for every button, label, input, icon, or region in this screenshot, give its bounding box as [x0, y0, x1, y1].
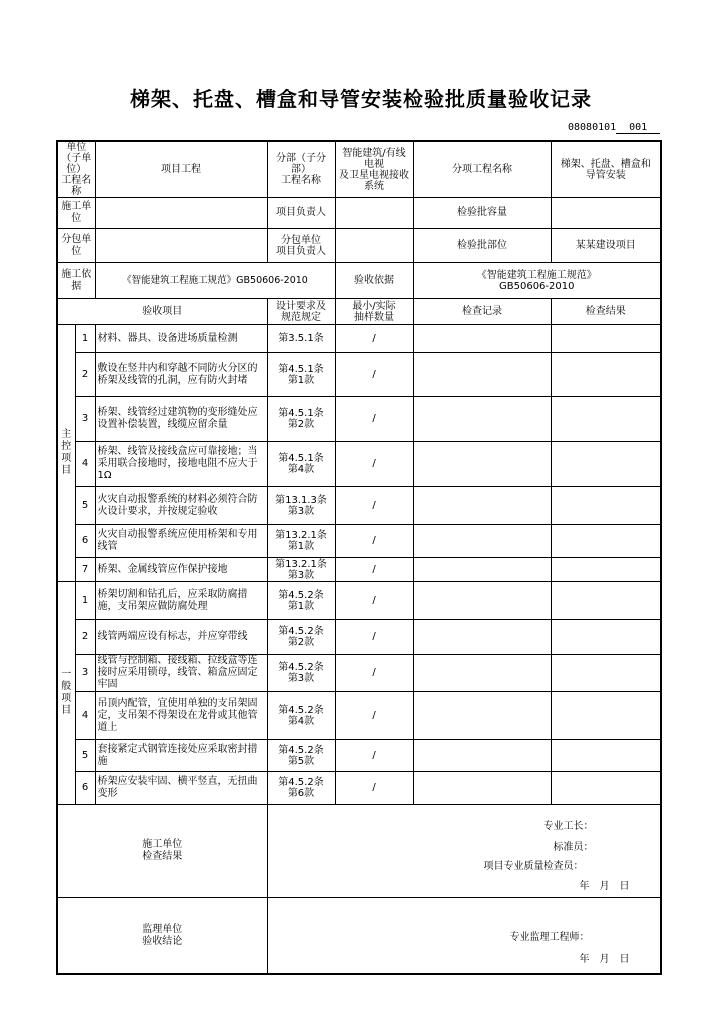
inspection-record-table [56, 140, 662, 975]
item-record [413, 620, 551, 655]
quality-inspector-signature: 项目专业质量检查员： [483, 861, 584, 872]
pm-value [335, 198, 413, 229]
general-item-row [57, 692, 661, 740]
item-result [551, 582, 661, 620]
item-clause: 第4.5.2条 第5款 [267, 740, 335, 772]
item-record [413, 692, 551, 740]
item-result [551, 487, 661, 525]
basis-label: 施工依据 [57, 263, 95, 299]
sub-pm-label: 分包单位 项目负责人 [267, 229, 335, 263]
supervising-engineer-signature: 专业监理工程师： [509, 932, 590, 943]
item-text: 材料、器具、设备进场质量检测 [95, 325, 267, 353]
construction-date: 年 月 日 [579, 881, 630, 892]
col-result-header: 检查结果 [551, 299, 661, 325]
general-item-row [57, 772, 661, 805]
item-number: 2 [75, 353, 95, 397]
item-result [551, 397, 661, 442]
unit-label: 单位（子单位） 工程名称 [57, 141, 95, 198]
item-text: 套接紧定式钢管连接处应采取密封措施 [95, 740, 267, 772]
item-clause: 第13.2.1条 第1款 [267, 525, 335, 558]
batch-capacity-label: 检验批容量 [413, 198, 551, 229]
general-item-row [57, 655, 661, 692]
item-result [551, 740, 661, 772]
unit-value: 项目工程 [95, 141, 267, 198]
header-row-basis [57, 263, 661, 299]
foreman-signature: 专业工长： [543, 821, 594, 832]
construction-check-signatures [267, 805, 661, 898]
item-sample: / [335, 582, 413, 620]
col-design-header: 设计要求及 规范规定 [267, 299, 335, 325]
header-row-subcontractor [57, 229, 661, 263]
acceptance-basis-label: 验收依据 [335, 263, 413, 299]
item-clause: 第13.2.1条 第3款 [267, 558, 335, 582]
item-number: 5 [75, 487, 95, 525]
main-control-item-group-label: 主 控 项 目 [57, 325, 75, 582]
item-record [413, 353, 551, 397]
construction-check-row [57, 805, 661, 898]
item-text: 线管与控制箱、接线箱、拉线盒等连接时应采用锁母，线管、箱盒应固定牢固 [95, 655, 267, 692]
basis-value: 《智能建筑工程施工规范》GB50606-2010 [95, 263, 335, 299]
item-sample: / [335, 397, 413, 442]
construction-check-label: 施工单位 检查结果 [57, 805, 267, 898]
document-number [568, 122, 660, 134]
item-text: 桥架、线管及接线盒应可靠接地；当采用联合接地时，接地电阻不应大于1Ω [95, 442, 267, 487]
item-number: 1 [75, 582, 95, 620]
item-text: 火灾自动报警系统的材料必须符合防火设计要求，并按规定验收 [95, 487, 267, 525]
main-control-item-row [57, 397, 661, 442]
item-result [551, 692, 661, 740]
item-sample: / [335, 655, 413, 692]
item-number: 1 [75, 325, 95, 353]
main-control-item-row [57, 487, 661, 525]
subcontractor-value [95, 229, 267, 263]
item-number: 7 [75, 558, 95, 582]
item-sample: / [335, 442, 413, 487]
col-items-header: 验收项目 [57, 299, 267, 325]
item-number: 3 [75, 655, 95, 692]
item-sample: / [335, 558, 413, 582]
item-record [413, 772, 551, 805]
pm-label: 项目负责人 [267, 198, 335, 229]
main-control-item-row [57, 525, 661, 558]
item-record [413, 487, 551, 525]
item-clause: 第4.5.2条 第4款 [267, 692, 335, 740]
item-sample: / [335, 487, 413, 525]
subitem-label: 分项工程名称 [413, 141, 551, 198]
item-result [551, 442, 661, 487]
general-item-row [57, 620, 661, 655]
subcontractor-label: 分包单位 [57, 229, 95, 263]
item-record [413, 442, 551, 487]
item-clause: 第4.5.1条 第4款 [267, 442, 335, 487]
item-text: 桥架、线管经过建筑物的变形缝处应设置补偿装置，线缆应留余量 [95, 397, 267, 442]
supervision-check-signatures [267, 898, 661, 975]
item-record [413, 655, 551, 692]
column-header-row [57, 299, 661, 325]
item-record [413, 740, 551, 772]
item-number: 6 [75, 525, 95, 558]
main-control-item-row [57, 325, 661, 353]
item-result [551, 525, 661, 558]
item-text: 桥架切割和钻孔后，应采取防腐措施，支吊架应做防腐处理 [95, 582, 267, 620]
document-code: 08080101 [568, 122, 617, 133]
item-result [551, 772, 661, 805]
page-title: 梯架、托盘、槽盒和导管安装检验批质量验收记录 [130, 87, 592, 111]
header-row-constructor [57, 198, 661, 229]
item-number: 4 [75, 442, 95, 487]
item-text: 桥架、金属线管应作保护接地 [95, 558, 267, 582]
subitem-value: 梯架、托盘、槽盒和 导管安装 [551, 141, 661, 198]
item-sample: / [335, 772, 413, 805]
item-record [413, 325, 551, 353]
division-value: 智能建筑/有线电视 及卫星电视接收系统 [335, 141, 413, 198]
item-result [551, 620, 661, 655]
constructor-label: 施工单位 [57, 198, 95, 229]
item-clause: 第3.5.1条 [267, 325, 335, 353]
main-control-item-row [57, 353, 661, 397]
item-sample: / [335, 620, 413, 655]
item-record [413, 558, 551, 582]
item-number: 3 [75, 397, 95, 442]
supervision-date: 年 月 日 [579, 954, 630, 965]
item-record [413, 525, 551, 558]
item-clause: 第13.1.3条 第3款 [267, 487, 335, 525]
item-text: 火灾自动报警系统应使用桥架和专用线管 [95, 525, 267, 558]
item-result [551, 325, 661, 353]
supervision-check-label: 监理单位 验收结论 [57, 898, 267, 975]
item-clause: 第4.5.2条 第2款 [267, 620, 335, 655]
supervision-check-row [57, 898, 661, 975]
constructor-value [95, 198, 267, 229]
batch-location-label: 检验批部位 [413, 229, 551, 263]
header-row-project [57, 141, 661, 198]
general-item-group-label: 一 般 项 目 [57, 582, 75, 805]
standards-officer-signature: 标准员： [553, 842, 594, 853]
item-clause: 第4.5.1条 第2款 [267, 397, 335, 442]
general-item-row [57, 740, 661, 772]
item-result [551, 655, 661, 692]
col-record-header: 检查记录 [413, 299, 551, 325]
main-control-item-row [57, 442, 661, 487]
item-sample: / [335, 325, 413, 353]
item-text: 线管两端应设有标志，并应穿带线 [95, 620, 267, 655]
batch-location-value: 某某建设项目 [551, 229, 661, 263]
item-sample: / [335, 740, 413, 772]
division-label: 分部（子分部） 工程名称 [267, 141, 335, 198]
item-sample: / [335, 353, 413, 397]
general-item-row [57, 582, 661, 620]
item-number: 4 [75, 692, 95, 740]
acceptance-basis-value: 《智能建筑工程施工规范》 GB50606-2010 [413, 263, 661, 299]
item-clause: 第4.5.2条 第1款 [267, 582, 335, 620]
item-record [413, 582, 551, 620]
item-number: 2 [75, 620, 95, 655]
batch-capacity-value [551, 198, 661, 229]
item-result [551, 558, 661, 582]
item-sample: / [335, 692, 413, 740]
sub-pm-value [335, 229, 413, 263]
item-sample: / [335, 525, 413, 558]
item-clause: 第4.5.2条 第6款 [267, 772, 335, 805]
item-clause: 第4.5.1条 第1款 [267, 353, 335, 397]
item-number: 5 [75, 740, 95, 772]
col-sample-header: 最小/实际 抽样数量 [335, 299, 413, 325]
item-text: 吊顶内配管，宜使用单独的支吊架固定，支吊架不得架设在龙骨或其他管道上 [95, 692, 267, 740]
item-text: 桥架应安装牢固、横平竖直，无扭曲变形 [95, 772, 267, 805]
main-control-item-row [57, 558, 661, 582]
item-text: 敷设在竖井内和穿越不同防火分区的桥架及线管的孔洞，应有防火封堵 [95, 353, 267, 397]
item-record [413, 397, 551, 442]
item-number: 6 [75, 772, 95, 805]
item-result [551, 353, 661, 397]
item-clause: 第4.5.2条 第3款 [267, 655, 335, 692]
document-serial: 001 [616, 122, 660, 134]
